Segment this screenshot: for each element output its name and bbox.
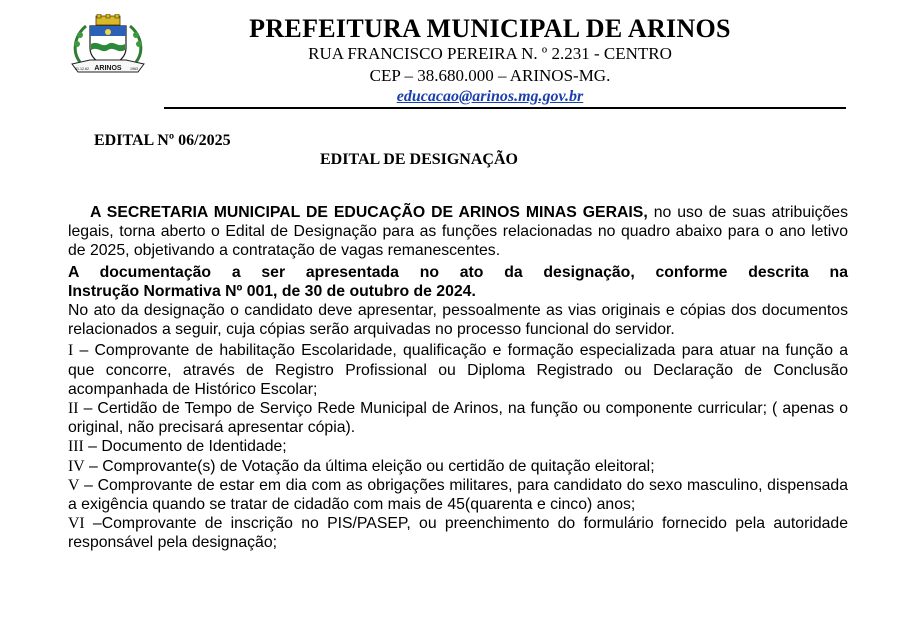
email-link[interactable]: educacao@arinos.mg.gov.br — [396, 88, 584, 105]
header-divider — [164, 107, 846, 109]
item-text: – Comprovante de estar em dia com as obrigações militares, para candidato do sexo masculino, dispensada a exigência quando se tratar de cidadão com mais de 45(quarenta e cinco) anos; — [68, 476, 848, 514]
intro-bold: A SECRETARIA MUNICIPAL DE EDUCAÇÃO DE ARINOS MINAS GERAIS, — [90, 204, 648, 221]
documentation-line-2: Instrução Normativa Nº 001, de 30 de outubro de 2024. — [68, 282, 476, 300]
candidate-paragraph: No ato da designação o candidato deve apresentar, pessoalmente as vias originais e cópias dos documentos relacionados a seguir, cuja cópias serão arquivadas no processo funcional do servidor. — [68, 302, 848, 339]
item-text: – Documento de Identidade; — [83, 438, 287, 456]
svg-text:1963: 1963 — [130, 67, 138, 71]
item-numeral: IV — [68, 457, 85, 475]
svg-text:ARINOS: ARINOS — [94, 65, 122, 72]
intro-rest: no uso de suas atribuições legais, torna aberto o Edital de Designação para as funções relacionadas no quadro abaixo para o ano letivo de 2025, objetivando a contratação de vagas remanescentes. — [68, 204, 848, 260]
list-item — [68, 457, 848, 476]
svg-text:31.12.62: 31.12.62 — [75, 67, 89, 71]
edital-title: EDITAL DE DESIGNAÇÃO — [320, 151, 518, 168]
coat-of-arms-logo — [66, 14, 150, 76]
list-item — [68, 341, 848, 399]
item-text: – Comprovante(s) de Votação da última eleição ou certidão de quitação eleitoral; — [84, 457, 655, 475]
document-body — [68, 203, 848, 553]
cep-line: CEP – 38.680.000 – ARINOS-MG. — [369, 66, 611, 85]
edital-number: EDITAL Nº 06/2025 — [94, 132, 231, 149]
item-text: – Comprovante de habilitação Escolaridade, qualificação e formação especializada para atuar na função a que concorre, através de Registro Profissional ou Diploma Registrado ou Declaração de Conclusão acompanhada de Histórico Escolar; — [68, 342, 848, 398]
documentation-line-1: A documentação a ser apresentada no ato da designação, conforme descrita na — [68, 263, 848, 281]
item-numeral: VI — [68, 515, 85, 533]
list-item — [68, 437, 848, 456]
prefeitura-title: PREFEITURA MUNICIPAL DE ARINOS — [249, 14, 731, 43]
item-numeral: V — [68, 476, 80, 494]
address-line: RUA FRANCISCO PEREIRA N. º 2.231 - CENTRO — [308, 44, 672, 63]
list-item — [68, 399, 848, 437]
list-item — [68, 476, 848, 514]
item-text: – Certidão de Tempo de Serviço Rede Municipal de Arinos, na função ou componente curricular; ( apenas o original, não precisará apresentar cópia). — [68, 400, 848, 437]
item-numeral: III — [68, 438, 84, 456]
list-item — [68, 514, 848, 552]
intro-paragraph — [68, 203, 848, 261]
item-numeral: I — [68, 342, 74, 360]
item-text: –Comprovante de inscrição no PIS/PASEP, ou preenchimento do formulário fornecido pela autoridade responsável pela designação; — [68, 515, 848, 552]
item-numeral: II — [68, 400, 79, 418]
